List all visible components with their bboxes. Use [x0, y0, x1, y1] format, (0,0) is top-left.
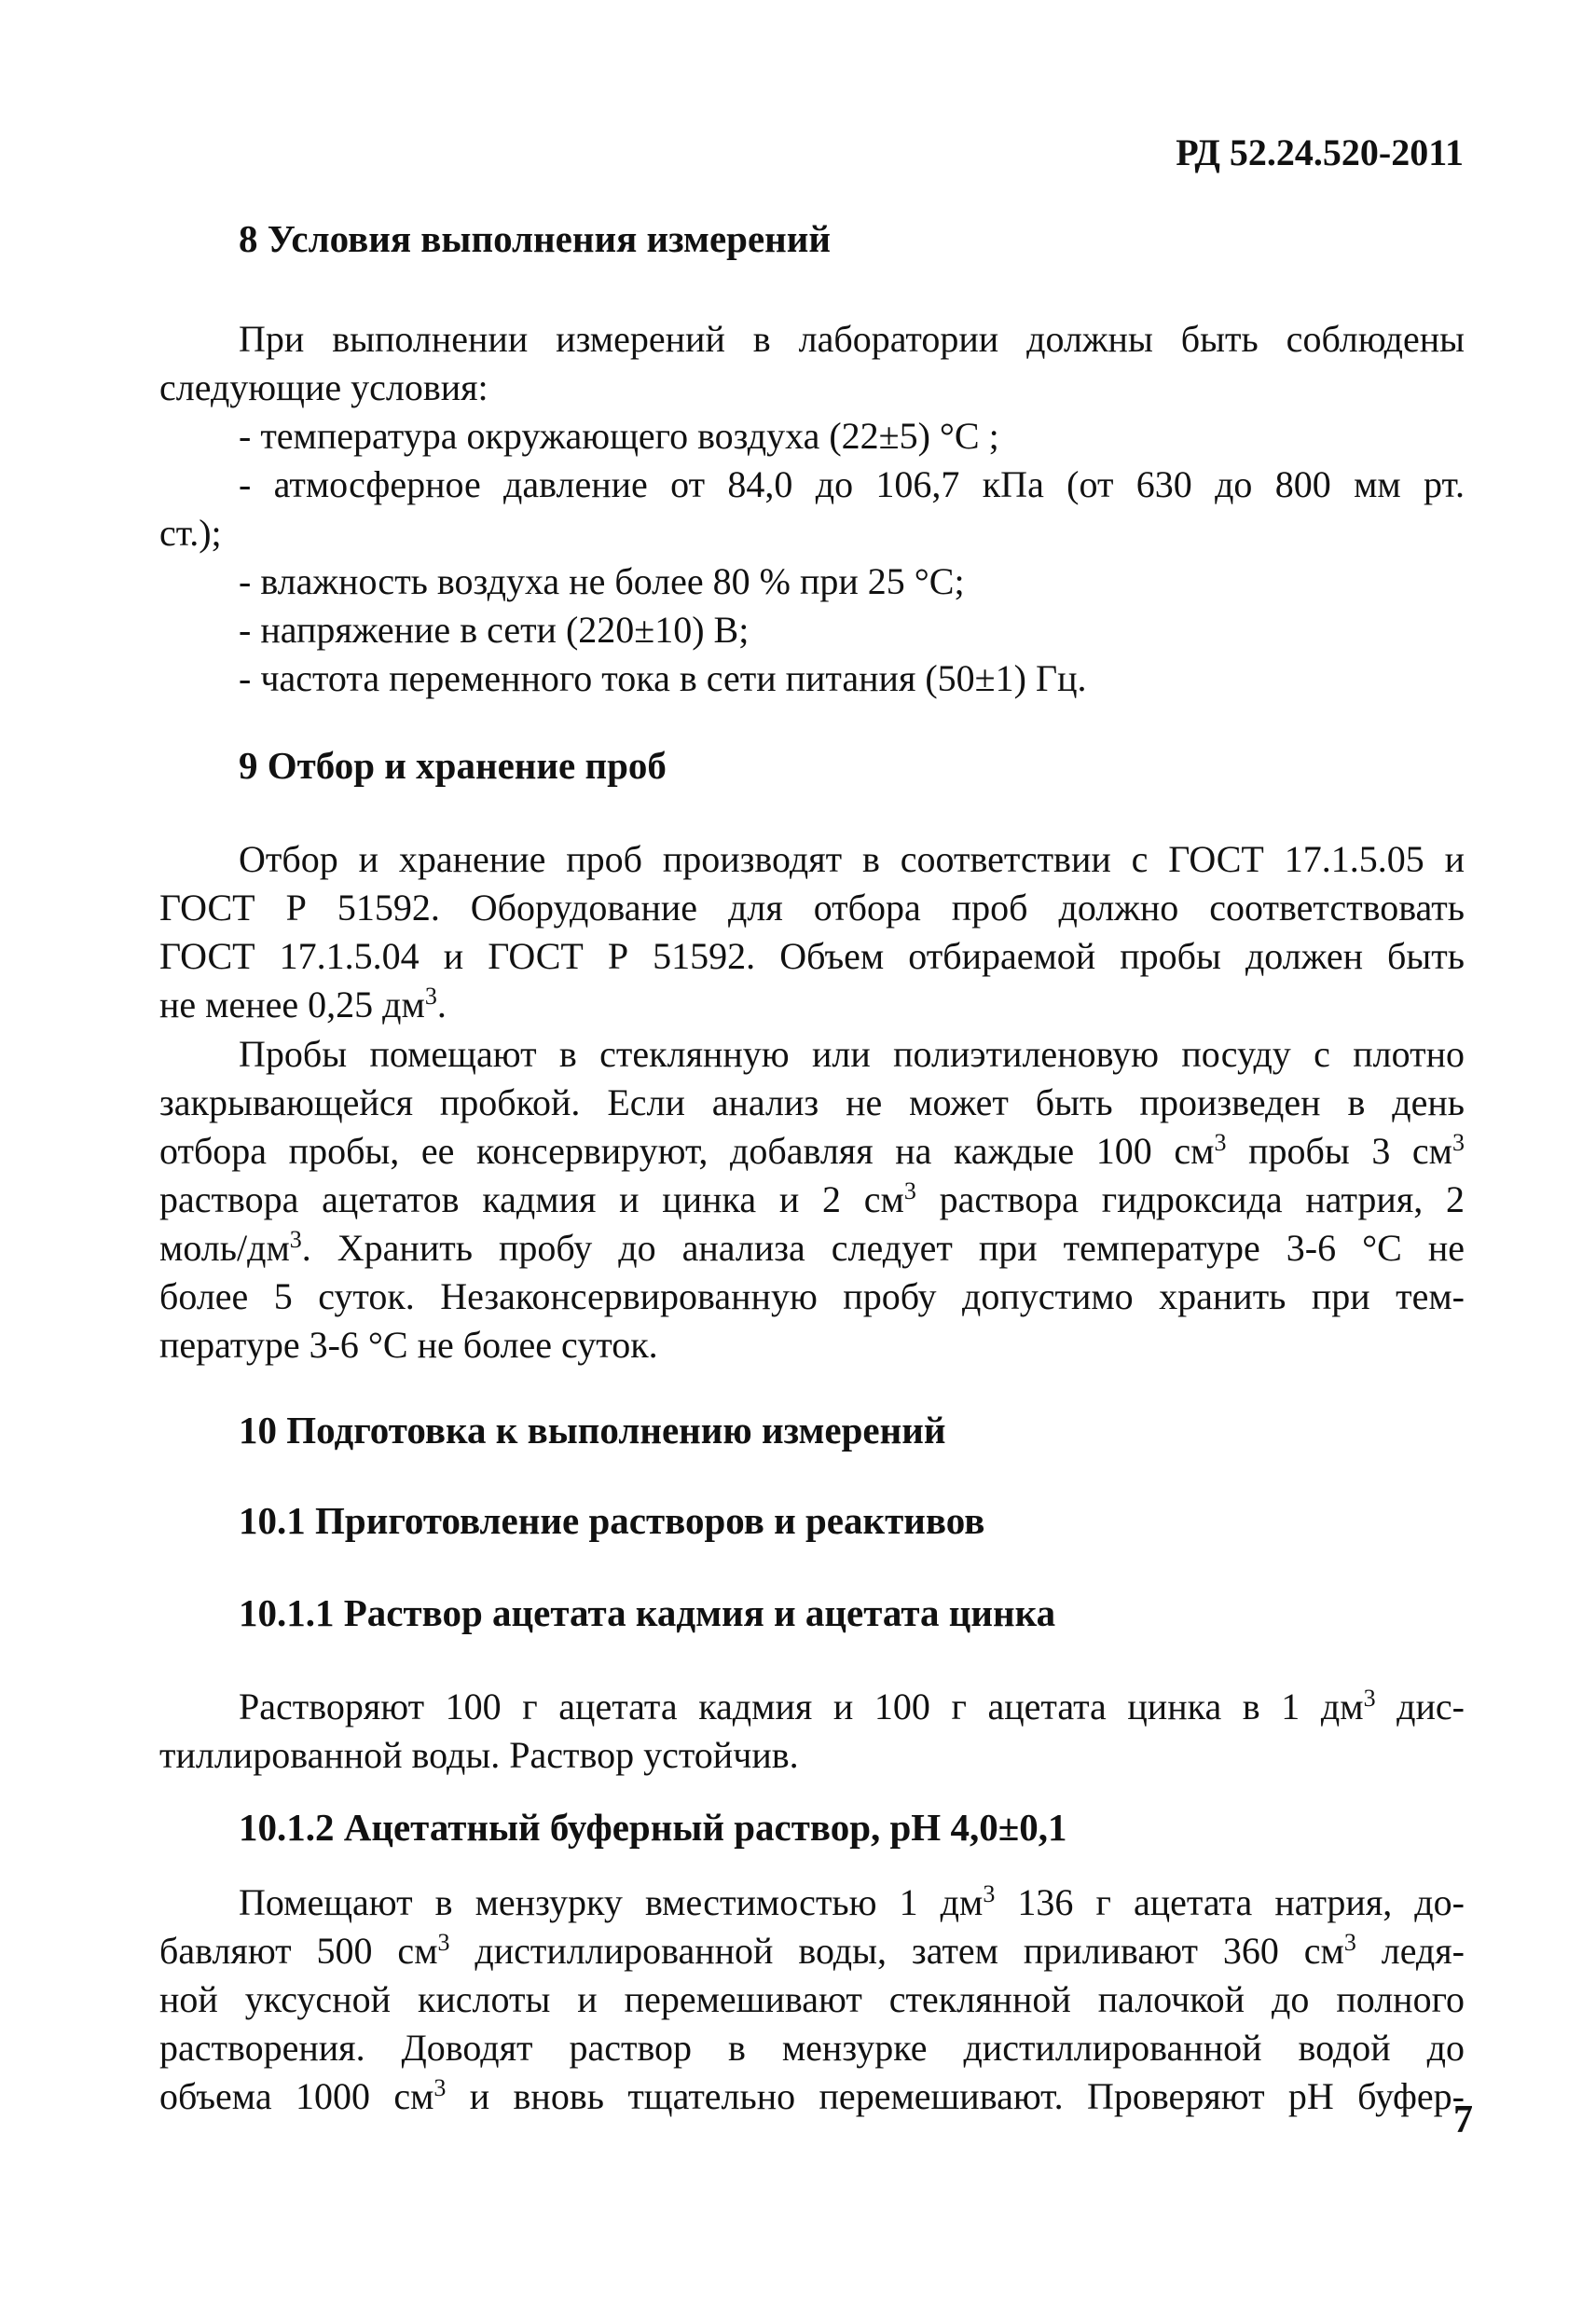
- text-line: Помещают в мензурку вместимостью 1 $дм^3$ 136 г ацетата натрия, до-: [239, 1880, 1465, 1923]
- text-line: раствора ацетатов кадмия и цинка и 2 $см^3$ раствора гидроксида натрия, 2: [159, 1177, 1465, 1220]
- text-line: моль/$дм^3$. Хранить пробу до анализа следует при температуре 3-6 °С не: [159, 1226, 1465, 1269]
- subsection-10-1-2-body: [159, 1878, 1465, 2121]
- subsection-10-1-1-title: 10.1.1 Раствор ацетата кадмия и ацетата цинка: [239, 1591, 1056, 1634]
- text-line: отбора пробы, ее консервируют, добавляя на каждые 100 $см^3$ пробы 3 $см^3$: [159, 1129, 1465, 1172]
- text-line: растворения. Доводят раствор в мензурке дистиллированной водой до: [159, 2027, 1465, 2069]
- subsection-10-1-2-title: 10.1.2 Ацетатный буферный раствор, рН 4,0±0,1: [239, 1806, 1067, 1849]
- condition-item: - температура окружающего воздуха (22±5) °С ;: [239, 415, 999, 457]
- condition-item: - напряжение в сети (220±10) В;: [239, 609, 750, 651]
- text-line: бавляют 500 $см^3$ дистиллированной воды, затем приливают 360 $см^3$ ледя-: [159, 1929, 1465, 1972]
- text-line: ГОСТ Р 51592. Оборудование для отбора проб должно соответствовать: [159, 887, 1465, 929]
- text-line: При выполнении измерений в лаборатории должны быть соблюдены: [239, 318, 1465, 360]
- section-9-paragraph-2: [159, 1030, 1465, 1369]
- condition-item: - влажность воздуха не более 80 % при 25 °С;: [239, 560, 965, 602]
- text-line: Пробы помещают в стеклянную или полиэтиленовую посуду с плотно: [239, 1033, 1465, 1075]
- text-line: Отбор и хранение проб производят в соответствии с ГОСТ 17.1.5.05 и: [239, 838, 1465, 880]
- section-8-title: 8 Условия выполнения измерений: [239, 217, 832, 260]
- document-code: РД 52.24.520-2011: [1176, 131, 1464, 173]
- text-line: ГОСТ 17.1.5.04 и ГОСТ Р 51592. Объем отбираемой пробы должен быть: [159, 935, 1465, 977]
- page-number: 7: [1453, 2099, 1473, 2141]
- text-line: объема 1000 $см^3$ и вновь тщательно перемешивают. Проверяют рН буфер-: [159, 2074, 1465, 2117]
- section-9-title: 9 Отбор и хранение проб: [239, 744, 667, 787]
- text-line: пературе 3-6 °С не более суток.: [159, 1324, 658, 1366]
- section-9-paragraph-1: [159, 835, 1465, 1029]
- text-line: тиллированной воды. Раствор устойчив.: [159, 1734, 799, 1776]
- section-8-body: [159, 315, 1465, 703]
- section-10-title: 10 Подготовка к выполнению измерений: [239, 1409, 946, 1452]
- text-line: ной уксусной кислоты и перемешивают стеклянной палочкой до полного: [159, 1978, 1465, 2020]
- text-line: Растворяют 100 г ацетата кадмия и 100 г ацетата цинка в 1 $дм^3$ дис-: [239, 1685, 1465, 1727]
- text-line: более 5 суток. Незаконсервированную пробу допустимо хранить при тем-: [159, 1275, 1465, 1317]
- condition-item: - атмосферное давление от 84,0 до 106,7 кПа (от 630 до 800 мм рт.: [239, 463, 1465, 505]
- condition-item: - частота переменного тока в сети питания (50±1) Гц.: [239, 657, 1087, 699]
- text-line: следующие условия:: [159, 366, 488, 408]
- text-line: закрывающейся пробкой. Если анализ не может быть произведен в день: [159, 1081, 1465, 1123]
- text-line: не менее 0,25 $дм^3$.: [159, 983, 447, 1025]
- text-line: ст.);: [159, 512, 222, 554]
- subsection-10-1-1-body: [159, 1683, 1465, 1780]
- subsection-10-1-title: 10.1 Приготовление растворов и реактивов: [239, 1499, 985, 1542]
